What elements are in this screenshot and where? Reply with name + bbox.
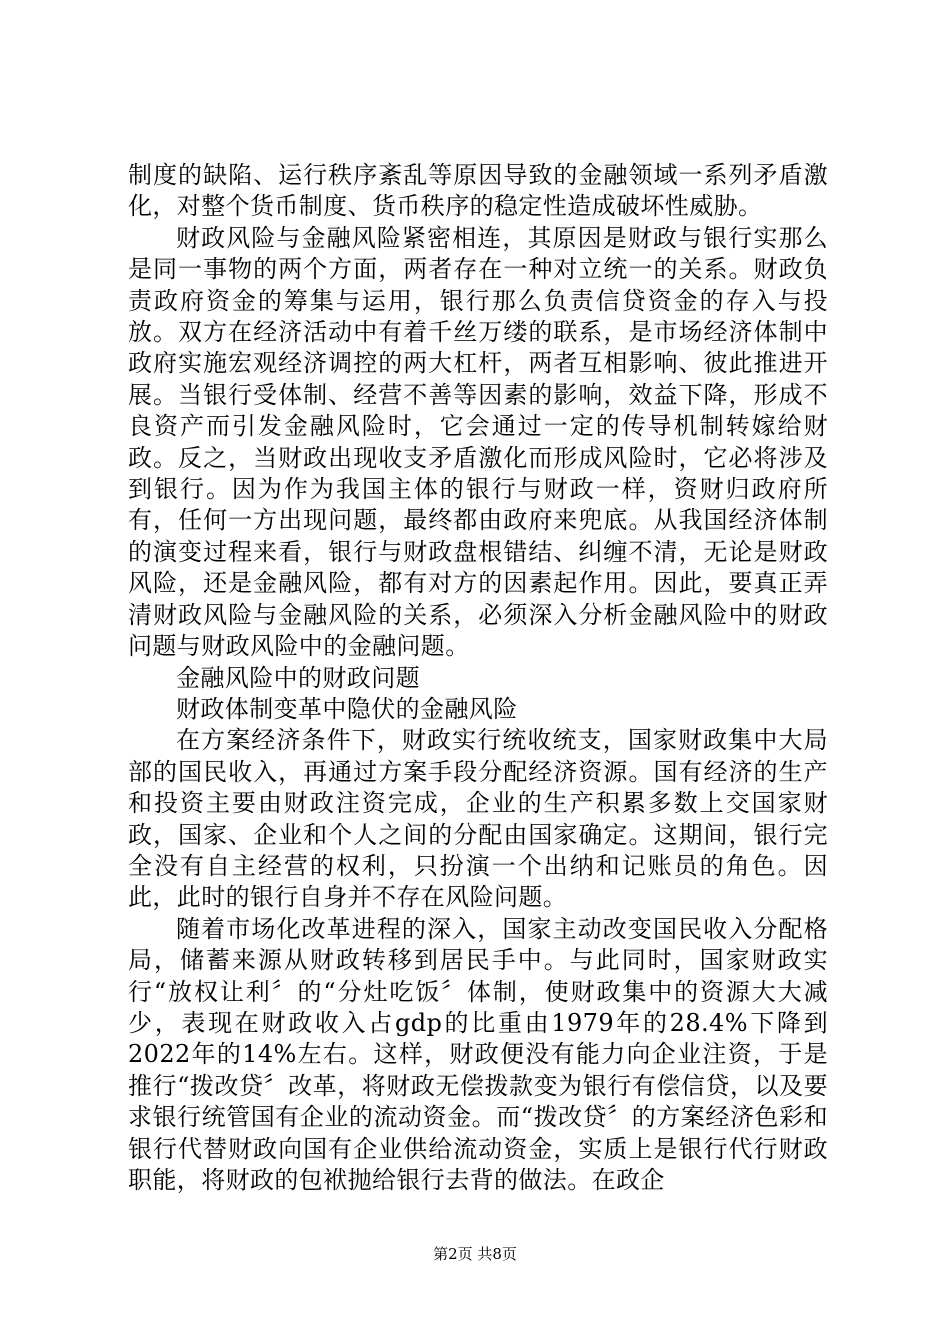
paragraph-4: 随着市场化改革进程的深入，国家主动改变国民收入分配格局，储蓄来源从财政转移到居民手中。与此同时，国家财政实行“放权让利〞的“分灶吃饭〞体制，使财政集中的资源大大减少，表现在财政收入占gdp的比重由1979年的28.4%下降到2022年的14%左右。这样，财政便没有能力向企业注资，于是推行“拨改贷〞改革，将财政无偿拨款变为银行有偿信贷，以及要求银行统管国有企业的流动资金。而“拨改贷〞的方案经济色彩和银行代替财政向国有企业供给流动资金，实质上是银行代行财政职能，将财政的包袱抛给银行去背的做法。在政企 (128, 914, 828, 1194)
paragraph-1: 制度的缺陷、运行秩序紊乱等原因导致的金融领域一系列矛盾激化，对整个货币制度、货币秩序的稳定性造成破坏性威胁。 (128, 161, 828, 221)
paragraph-3: 在方案经济条件下，财政实行统收统支，国家财政集中大局部的国民收入，再通过方案手段分配经济资源。国有经济的生产和投资主要由财政注资完成，企业的生产积累多数上交国家财政，国家、企业和个人之间的分配由国家确定。这期间，银行完全没有自主经营的权利，只扮演一个出纳和记账员的角色。因此，此时的银行自身并不存在风险问题。 (128, 726, 828, 912)
document-body (128, 160, 828, 1196)
section-heading-2: 财政体制变革中隐伏的金融风险 (176, 694, 518, 723)
page-footer: 第2页 共8页 (433, 1245, 517, 1263)
section-heading-1: 金融风险中的财政问题 (176, 663, 420, 692)
paragraph-2: 财政风险与金融风险紧密相连，其原因是财政与银行实那么是同一事物的两个方面，两者存在一种对立统一的关系。财政负责政府资金的筹集与运用，银行那么负责信贷资金的存入与投放。双方在经济活动中有着千丝万缕的联系，是市场经济体制中政府实施宏观经济调控的两大杠杆，两者互相影响、彼此推进开展。当银行受体制、经营不善等因素的影响，效益下降，形成不良资产而引发金融风险时，它会通过一定的传导机制转嫁给财政。反之，当财政出现收支矛盾激化而形成风险时，它必将涉及到银行。因为作为我国主体的银行与财政一样，资财归政府所有，任何一方出现问题，最终都由政府来兜底。从我国经济体制的演变过程来看，银行与财政盘根错结、纠缠不清，无论是财政风险，还是金融风险，都有对方的因素起作用。因此，要真正弄清财政风险与金融风险的关系，必须深入分析金融风险中的财政问题与财政风险中的金融问题。 (128, 223, 828, 661)
